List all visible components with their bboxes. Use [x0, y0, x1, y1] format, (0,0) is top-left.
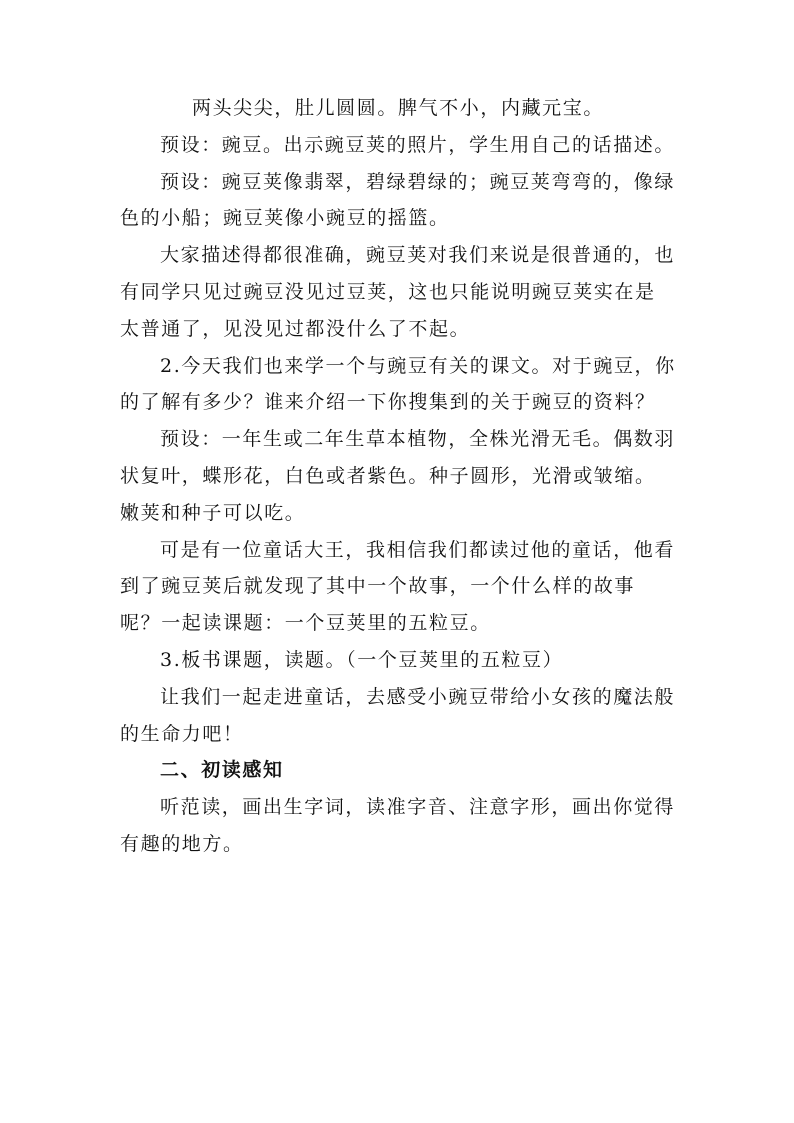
- paragraph-first-reading: 听范读，画出生字词，读准字音、注意字形，画出你觉得有趣的地方。: [120, 796, 676, 855]
- paragraph-enter-fairy-tale: 让我们一起走进童话，去感受小豌豆带给小女孩的魔法般的生命力吧！: [120, 685, 676, 745]
- paragraph-preset-plant-info: 预设：一年生或二年生草本植物，全株光滑无毛。偶数羽状复叶，蝶形花，白色或者紫色。种子圆形，光滑或皱缩。嫩荚和种子可以吃。: [120, 428, 676, 524]
- paragraph-step-2: 2.今天我们也来学一个与豌豆有关的课文。对于豌豆，你的了解有多少？谁来介绍一下你搜集到的关于豌豆的资料？: [120, 354, 676, 414]
- section-heading: 二、初读感知: [160, 759, 284, 782]
- paragraph-step-3: 3.板书课题，读题。（一个豆荚里的五粒豆）: [160, 648, 564, 671]
- paragraph-preset-pod-description: 预设：豌豆荚像翡翠，碧绿碧绿的；豌豆荚弯弯的，像绿色的小船；豌豆荚像小豌豆的摇篮。: [120, 170, 676, 230]
- document-body: [120, 90, 676, 863]
- paragraph-preset-pea: 预设：豌豆。出示豌豆荚的照片，学生用自己的话描述。: [160, 133, 676, 156]
- riddle-line: 两头尖尖，肚儿圆圆。脾气不小，内藏元宝。: [191, 97, 604, 119]
- paragraph-fairy-tale-king: 可是有一位童话大王，我相信我们都读过他的童话，他看到了豌豆荚后就发现了其中一个故事，一个什么样的故事呢？一起读课题：一个豆荚里的五粒豆。: [120, 538, 676, 635]
- paragraph-pod-ordinary: 大家描述得都很准确，豌豆荚对我们来说是很普通的，也有同学只见过豌豆没见过豆荚，这也只能说明豌豆荚实在是太普通了，见没见过都没什么了不起。: [120, 244, 676, 340]
